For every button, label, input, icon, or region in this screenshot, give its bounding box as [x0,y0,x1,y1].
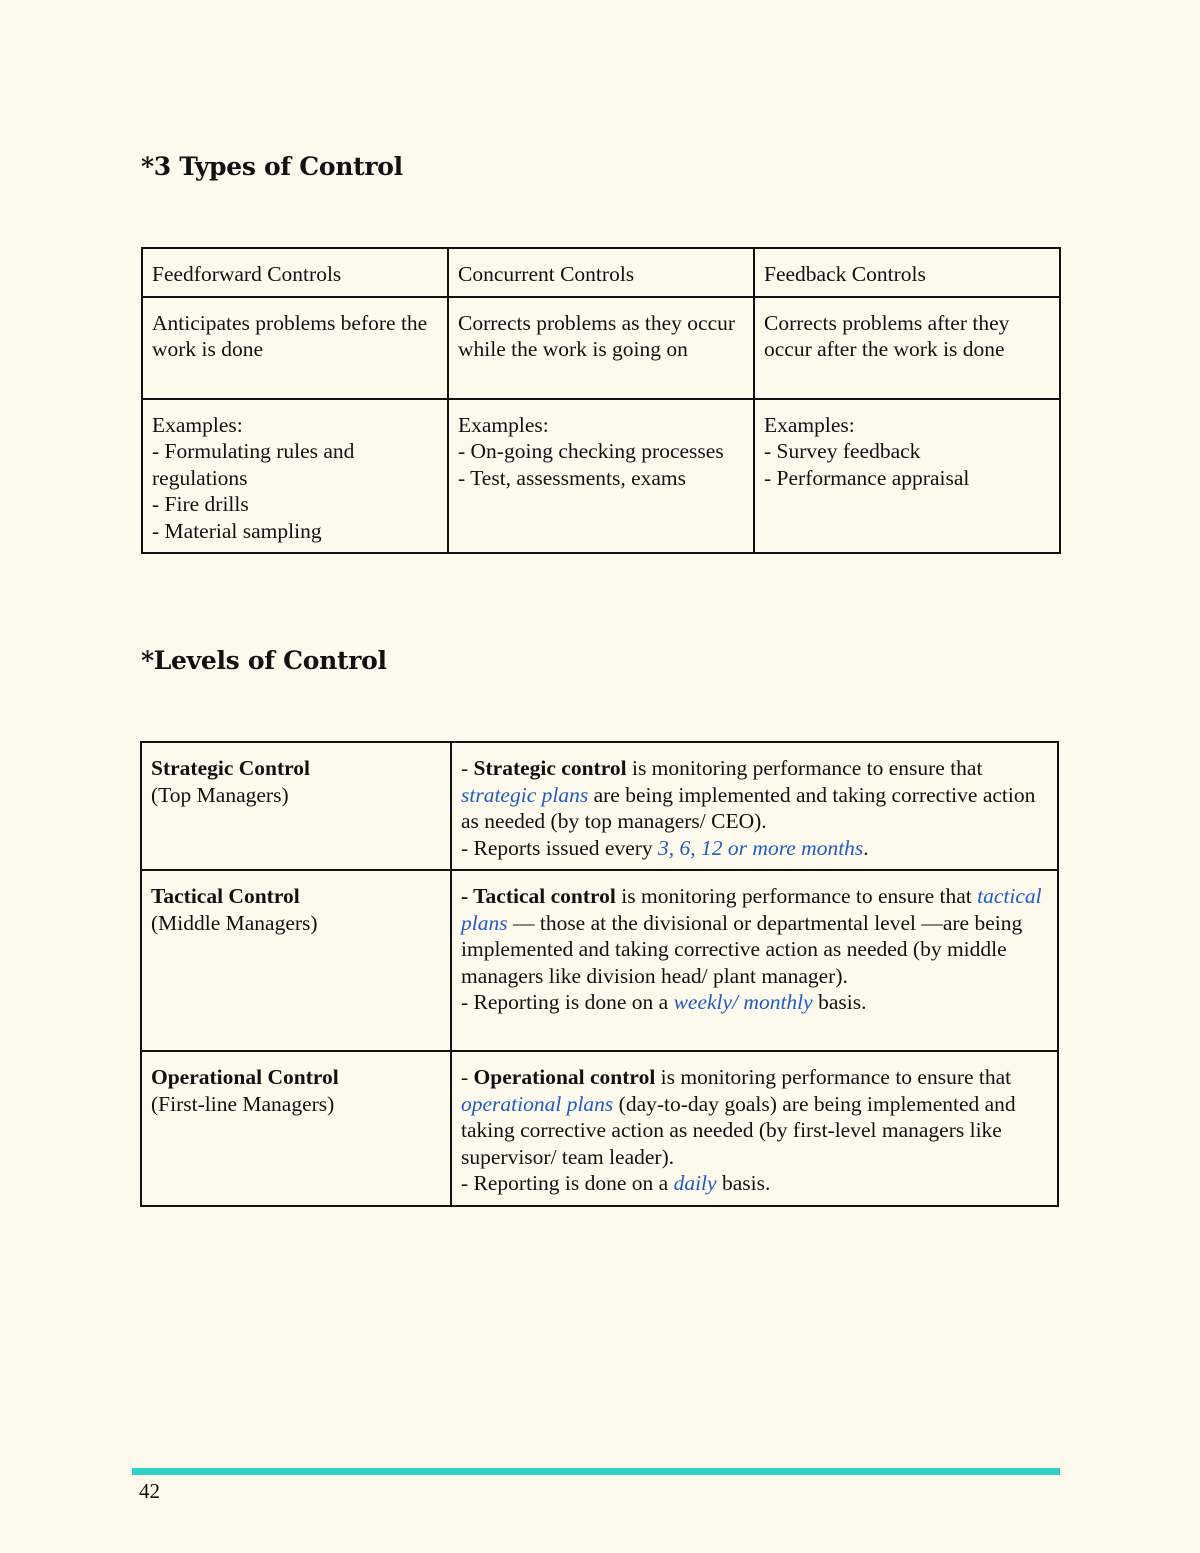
level-definition: - Tactical control is monitoring performance to ensure that tactical plans — those at the divisional or departmental level —are being implemented and taking corrective action as needed (by middle managers like division head/ plant manager). [461,884,1042,988]
term: Strategic control [473,756,627,780]
term: Operational control [473,1065,656,1089]
table-row-tactical [141,870,1058,1051]
types-of-control-heading: *3 Types of Control [141,152,403,181]
table-row-operational [141,1051,1058,1206]
term: Tactical control [473,884,616,908]
strategic-description-cell [451,742,1058,870]
concurrent-examples [448,399,754,554]
level-managers: (Middle Managers) [151,910,318,935]
example-item: - Performance appraisal [764,465,970,490]
tactical-level-cell [141,870,451,1051]
operational-description-cell [451,1051,1058,1206]
frequency-highlight: daily [673,1171,717,1195]
level-frequency: - Reporting is done on a weekly/ monthly basis. [461,990,867,1014]
examples-label: Examples: [764,412,855,437]
level-name: Tactical Control [151,884,300,908]
concurrent-description: Corrects problems as they occur while the work is going on [448,297,754,399]
examples-label: Examples: [458,412,549,437]
header-concurrent: Concurrent Controls [448,248,754,297]
operational-level-cell [141,1051,451,1206]
feedback-description: Corrects problems after they occur after the work is done [754,297,1060,399]
types-of-control-table [141,247,1061,554]
examples-label: Examples: [152,412,243,437]
plans-highlight: tactical plans [461,884,1042,935]
level-managers: (Top Managers) [151,782,289,807]
feedforward-examples [142,399,448,554]
level-definition: - Strategic control is monitoring performance to ensure that strategic plans are being implemented and taking corrective action as needed (by top managers/ CEO). [461,756,1036,833]
table-row-descriptions [142,297,1060,399]
page-number: 42 [139,1479,160,1503]
level-frequency: - Reports issued every 3, 6, 12 or more months. [461,835,869,860]
example-item: - On-going checking processes [458,439,724,463]
feedback-examples [754,399,1060,554]
level-name: Strategic Control [151,756,311,780]
header-feedback: Feedback Controls [754,248,1060,297]
table-header-row [142,248,1060,297]
plans-highlight: operational plans [461,1091,614,1116]
example-item: - Test, assessments, exams [458,465,686,490]
table-row-strategic [141,742,1058,870]
level-managers: (First-line Managers) [151,1091,335,1116]
feedforward-description: Anticipates problems before the work is done [142,297,448,399]
levels-of-control-table [140,741,1059,1207]
frequency-highlight: weekly/ monthly [673,990,813,1014]
table-row-examples [142,399,1060,554]
footer-accent-bar [132,1468,1060,1475]
example-item: - Survey feedback [764,439,921,463]
strategic-level-cell [141,742,451,870]
level-name: Operational Control [151,1065,339,1089]
example-item: - Formulating rules and regulations [152,439,355,490]
levels-of-control-heading: *Levels of Control [141,646,387,675]
level-definition: - Operational control is monitoring performance to ensure that operational plans (day-to-day goals) are being implemented and taking corrective action as needed (by first-level managers like supervisor/ team leader). [461,1065,1016,1169]
tactical-description-cell [451,870,1058,1051]
example-item: - Fire drills [152,492,249,516]
frequency-highlight: 3, 6, 12 or more months [658,835,864,860]
example-item: - Material sampling [152,518,322,543]
header-feedforward: Feedforward Controls [142,248,448,297]
level-frequency: - Reporting is done on a daily basis. [461,1171,771,1195]
plans-highlight: strategic plans [461,782,589,807]
